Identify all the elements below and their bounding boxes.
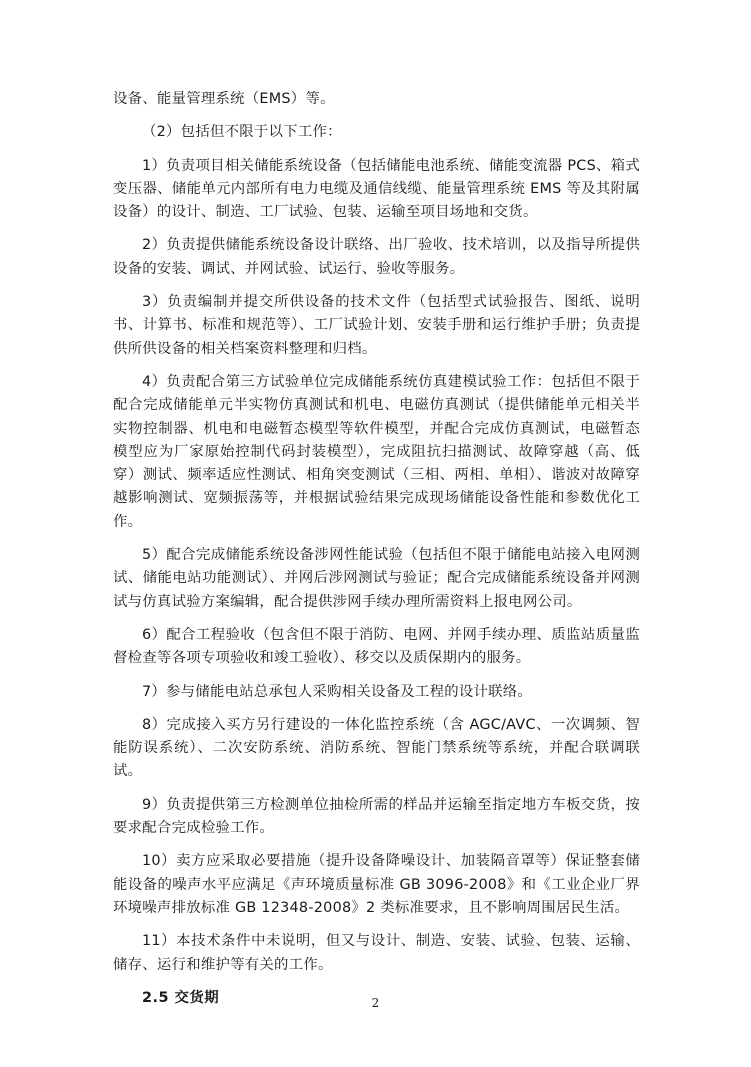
paragraph-item-4: 4）负责配合第三方试验单位完成储能系统仿真建模试验工作：包括但不限于配合完成储能单元半实物仿真测试和机电、电磁仿真测试（提供储能单元相关半实物控制器、机电和电磁暂态模型等软件模型，并配合完成仿真测试，电磁暂态模型应为厂家原始控制代码封装模型），完成阻抗扫描测试、故障穿越（高、低穿）测试、频率适应性测试、相角突变测试（三相、两相、单相）、谐波对故障穿越影响测试、宽频振荡等，并根据试验结果完成现场储能设备性能和参数优化工作。 (113, 373, 640, 530)
paragraph-continuation: 设备、能量管理系统（EMS）等。 (113, 91, 335, 107)
paragraph-item-7: 7）参与储能电站总承包人采购相关设备及工程的设计联络。 (142, 683, 533, 700)
section-heading: 2.5 交货期 (142, 989, 220, 1006)
paragraph-item-10: 10）卖方应采取必要措施（提升设备降噪设计、加装隔音罩等）保证整套储能设备的噪声水平应满足《声环境质量标准 GB 3096-2008》和《工业企业厂界环境噪声排放标准 GB 12348-2008》2 类标准要求，且不影响周围居民生活。 (113, 853, 640, 916)
paragraph-item-2: 2）负责提供储能系统设备设计联络、出厂验收、技术培训，以及指导所提供设备的安装、调试、并网试验、试运行、验收等服务。 (113, 237, 640, 277)
paragraph-item-8: 8）完成接入买方另行建设的一体化监控系统（含 AGC/AVC、一次调频、智能防误系统）、二次安防系统、消防系统、智能门禁系统等系统，并配合联调联试。 (113, 716, 640, 780)
paragraph-item-1: 1）负责项目相关储能系统设备（包括储能电池系统、储能变流器 PCS、箱式变压器、储能单元内部所有电力电缆及通信线缆、能量管理系统 EMS 等及其附属设备）的设计、制造、工厂试验、包装、运输至项目场地和交货。 (113, 157, 640, 221)
paragraph-item-6: 6）配合工程验收（包含但不限于消防、电网、并网手续办理、质监站质量监督检查等各项专项验收和竣工验收）、移交以及质保期内的服务。 (113, 626, 640, 667)
paragraph-item-5: 5）配合完成储能系统设备涉网性能试验（包括但不限于储能电站接入电网测试、储能电站功能测试）、并网后涉网测试与验证；配合完成储能系统设备并网测试与仿真试验方案编辑，配合提供涉网手续办理所需资料上报电网公司。 (113, 547, 640, 610)
paragraph-item-11: 11）本技术条件中未说明，但又与设计、制造、安装、试验、包装、运输、储存、运行和维护等有关的工作。 (113, 933, 640, 973)
document-body (113, 88, 640, 1010)
page-number: 2 (371, 996, 380, 1010)
paragraph-item-9: 9）负责提供第三方检测单位抽检所需的样品并运输至指定地方车板交货，按要求配合完成检验工作。 (113, 796, 640, 837)
paragraph-work-scope-intro: （2）包括但不限于以下工作： (142, 124, 342, 141)
paragraph-item-3: 3）负责编制并提交所供设备的技术文件（包括型式试验报告、图纸、说明书、计算书、标准和规范等）、工厂试验计划、安装手册和运行维护手册；负责提供所供设备的相关档案资料整理和归档。 (113, 294, 640, 357)
